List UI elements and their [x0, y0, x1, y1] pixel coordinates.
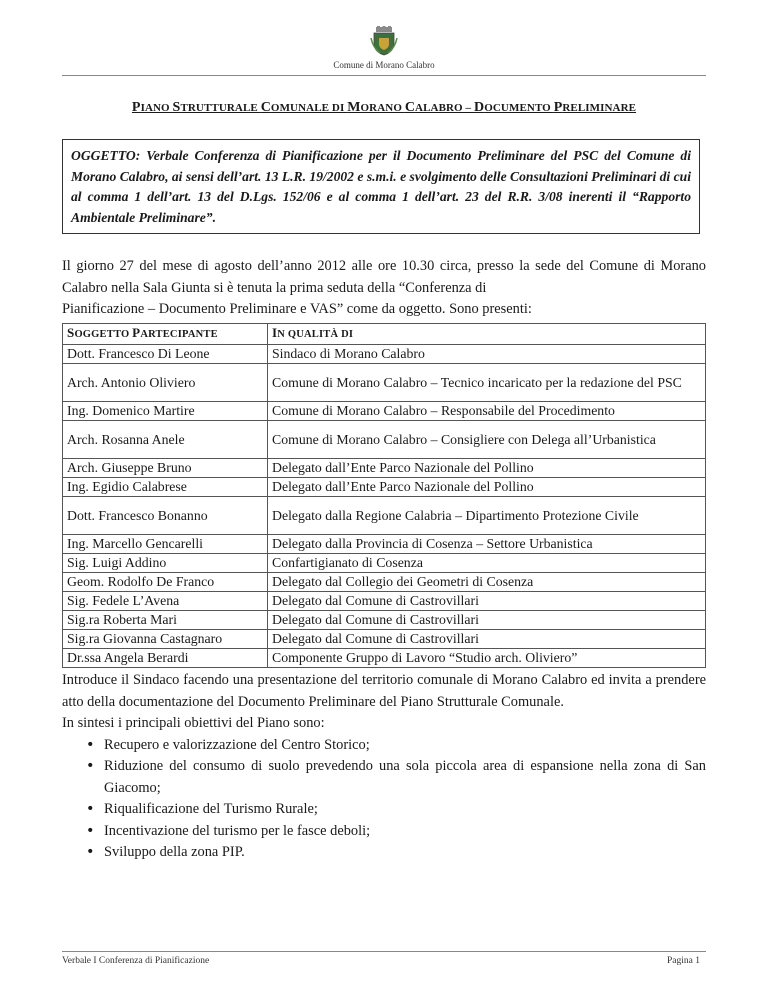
participant-name: Ing. Domenico Martire — [63, 402, 268, 421]
list-item: • Sviluppo della zona PIP. — [104, 842, 706, 864]
participant-name: Arch. Rosanna Anele — [63, 421, 268, 459]
participant-role: Sindaco di Morano Calabro — [268, 345, 706, 364]
participant-role: Comune di Morano Calabro – Tecnico incaricato per la redazione del PSC — [268, 364, 706, 402]
participant-name: Ing. Egidio Calabrese — [63, 478, 268, 497]
intro-paragraph: Il giorno 27 del mese di agosto dell’anno 2012 alle ore 10.30 circa, presso la sede del Comune di Morano Calabro nella Sala Giunta si è tenuta la prima seduta della “Conferenza di Pianificazione – Documento Preliminare e VAS” come da oggetto. Sono presenti: — [62, 258, 706, 317]
list-item: • Incentivazione del turismo per le fasce deboli; — [104, 821, 706, 843]
table-row — [63, 345, 706, 364]
participant-role: Confartigianato di Cosenza — [268, 554, 706, 573]
participant-name: Geom. Rodolfo De Franco — [63, 573, 268, 592]
table-header-row — [63, 324, 706, 345]
participant-name: Dott. Francesco Bonanno — [63, 497, 268, 535]
participant-role: Delegato dalla Provincia di Cosenza – Settore Urbanistica — [268, 535, 706, 554]
participant-name: Sig.ra Giovanna Castagnaro — [63, 630, 268, 649]
participants-table — [62, 323, 706, 668]
table-row — [63, 459, 706, 478]
objectives-list — [62, 735, 706, 864]
participant-name: Sig. Luigi Addino — [63, 554, 268, 573]
participant-role: Delegato dal Collegio dei Geometri di Cosenza — [268, 573, 706, 592]
header-municipality: Comune di Morano Calabro — [333, 60, 435, 70]
participant-name: Arch. Giuseppe Bruno — [63, 459, 268, 478]
col-header-role: IN QUALITÀ DI — [268, 324, 706, 345]
table-row — [63, 497, 706, 535]
list-item: • Riduzione del consumo di suolo prevedendo una sola piccola area di espansione nella zona di San Giacomo; — [104, 756, 706, 799]
participant-role: Delegato dall’Ente Parco Nazionale del Pollino — [268, 478, 706, 497]
table-row — [63, 611, 706, 630]
body-paragraph: In sintesi i principali obiettivi del Piano sono: — [62, 715, 325, 731]
participant-name: Sig. Fedele L’Avena — [63, 592, 268, 611]
table-row — [63, 402, 706, 421]
table-row — [63, 364, 706, 402]
participant-role: Delegato dalla Regione Calabria – Dipartimento Protezione Civile — [268, 497, 706, 535]
footer-page-number: Pagina 1 — [667, 956, 700, 966]
col-header-participant: SOGGETTO PARTECIPANTE — [63, 324, 268, 345]
list-item: • Riqualificazione del Turismo Rurale; — [104, 799, 706, 821]
footer-divider — [62, 951, 706, 952]
coat-of-arms-icon — [370, 26, 398, 56]
participant-role: Comune di Morano Calabro – Responsabile del Procedimento — [268, 402, 706, 421]
table-row — [63, 649, 706, 668]
table-row — [63, 554, 706, 573]
participant-name: Sig.ra Roberta Mari — [63, 611, 268, 630]
subject-box — [62, 139, 700, 234]
body-paragraph: Introduce il Sindaco facendo una presentazione del territorio comunale di Morano Calabro ed invita a prendere atto della documentazione del Documento Preliminare del Piano Strutturale Comunale. — [62, 672, 706, 710]
participant-role: Delegato dall’Ente Parco Nazionale del Pollino — [268, 459, 706, 478]
table-row — [63, 573, 706, 592]
header-divider — [62, 75, 706, 76]
table-row — [63, 535, 706, 554]
table-row — [63, 630, 706, 649]
participant-role: Delegato dal Comune di Castrovillari — [268, 611, 706, 630]
participant-name: Dr.ssa Angela Berardi — [63, 649, 268, 668]
body-section — [62, 670, 706, 864]
table-row — [63, 478, 706, 497]
participant-name: Ing. Marcello Gencarelli — [63, 535, 268, 554]
table-row — [63, 421, 706, 459]
list-item: • Recupero e valorizzazione del Centro Storico; — [104, 735, 706, 757]
footer-document-name: Verbale I Conferenza di Pianificazione — [62, 956, 210, 966]
participant-role: Comune di Morano Calabro – Consigliere con Delega all’Urbanistica — [268, 421, 706, 459]
participant-name: Arch. Antonio Oliviero — [63, 364, 268, 402]
table-row — [63, 592, 706, 611]
subject-text: OGGETTO: Verbale Conferenza di Pianificazione per il Documento Preliminare del PSC del Comune di Morano Calabro, ai sensi dell’art. 13 L.R. 19/2002 e s.m.i. e svolgimento delle Consultazioni Preliminari di cui al comma 1 dell’art. 13 del D.Lgs. 152/06 e al comma 1 dell’art. 23 del R.R. 3/08 inerenti il “Rapporto Ambientale Preliminare”. — [71, 148, 691, 225]
participant-name: Dott. Francesco Di Leone — [63, 345, 268, 364]
participant-role: Componente Gruppo di Lavoro “Studio arch. Oliviero” — [268, 649, 706, 668]
document-title: PIANO STRUTTURALE COMUNALE DI MORANO CALABRO – DOCUMENTO PRELIMINARE — [131, 100, 637, 115]
participant-role: Delegato dal Comune di Castrovillari — [268, 592, 706, 611]
participant-role: Delegato dal Comune di Castrovillari — [268, 630, 706, 649]
